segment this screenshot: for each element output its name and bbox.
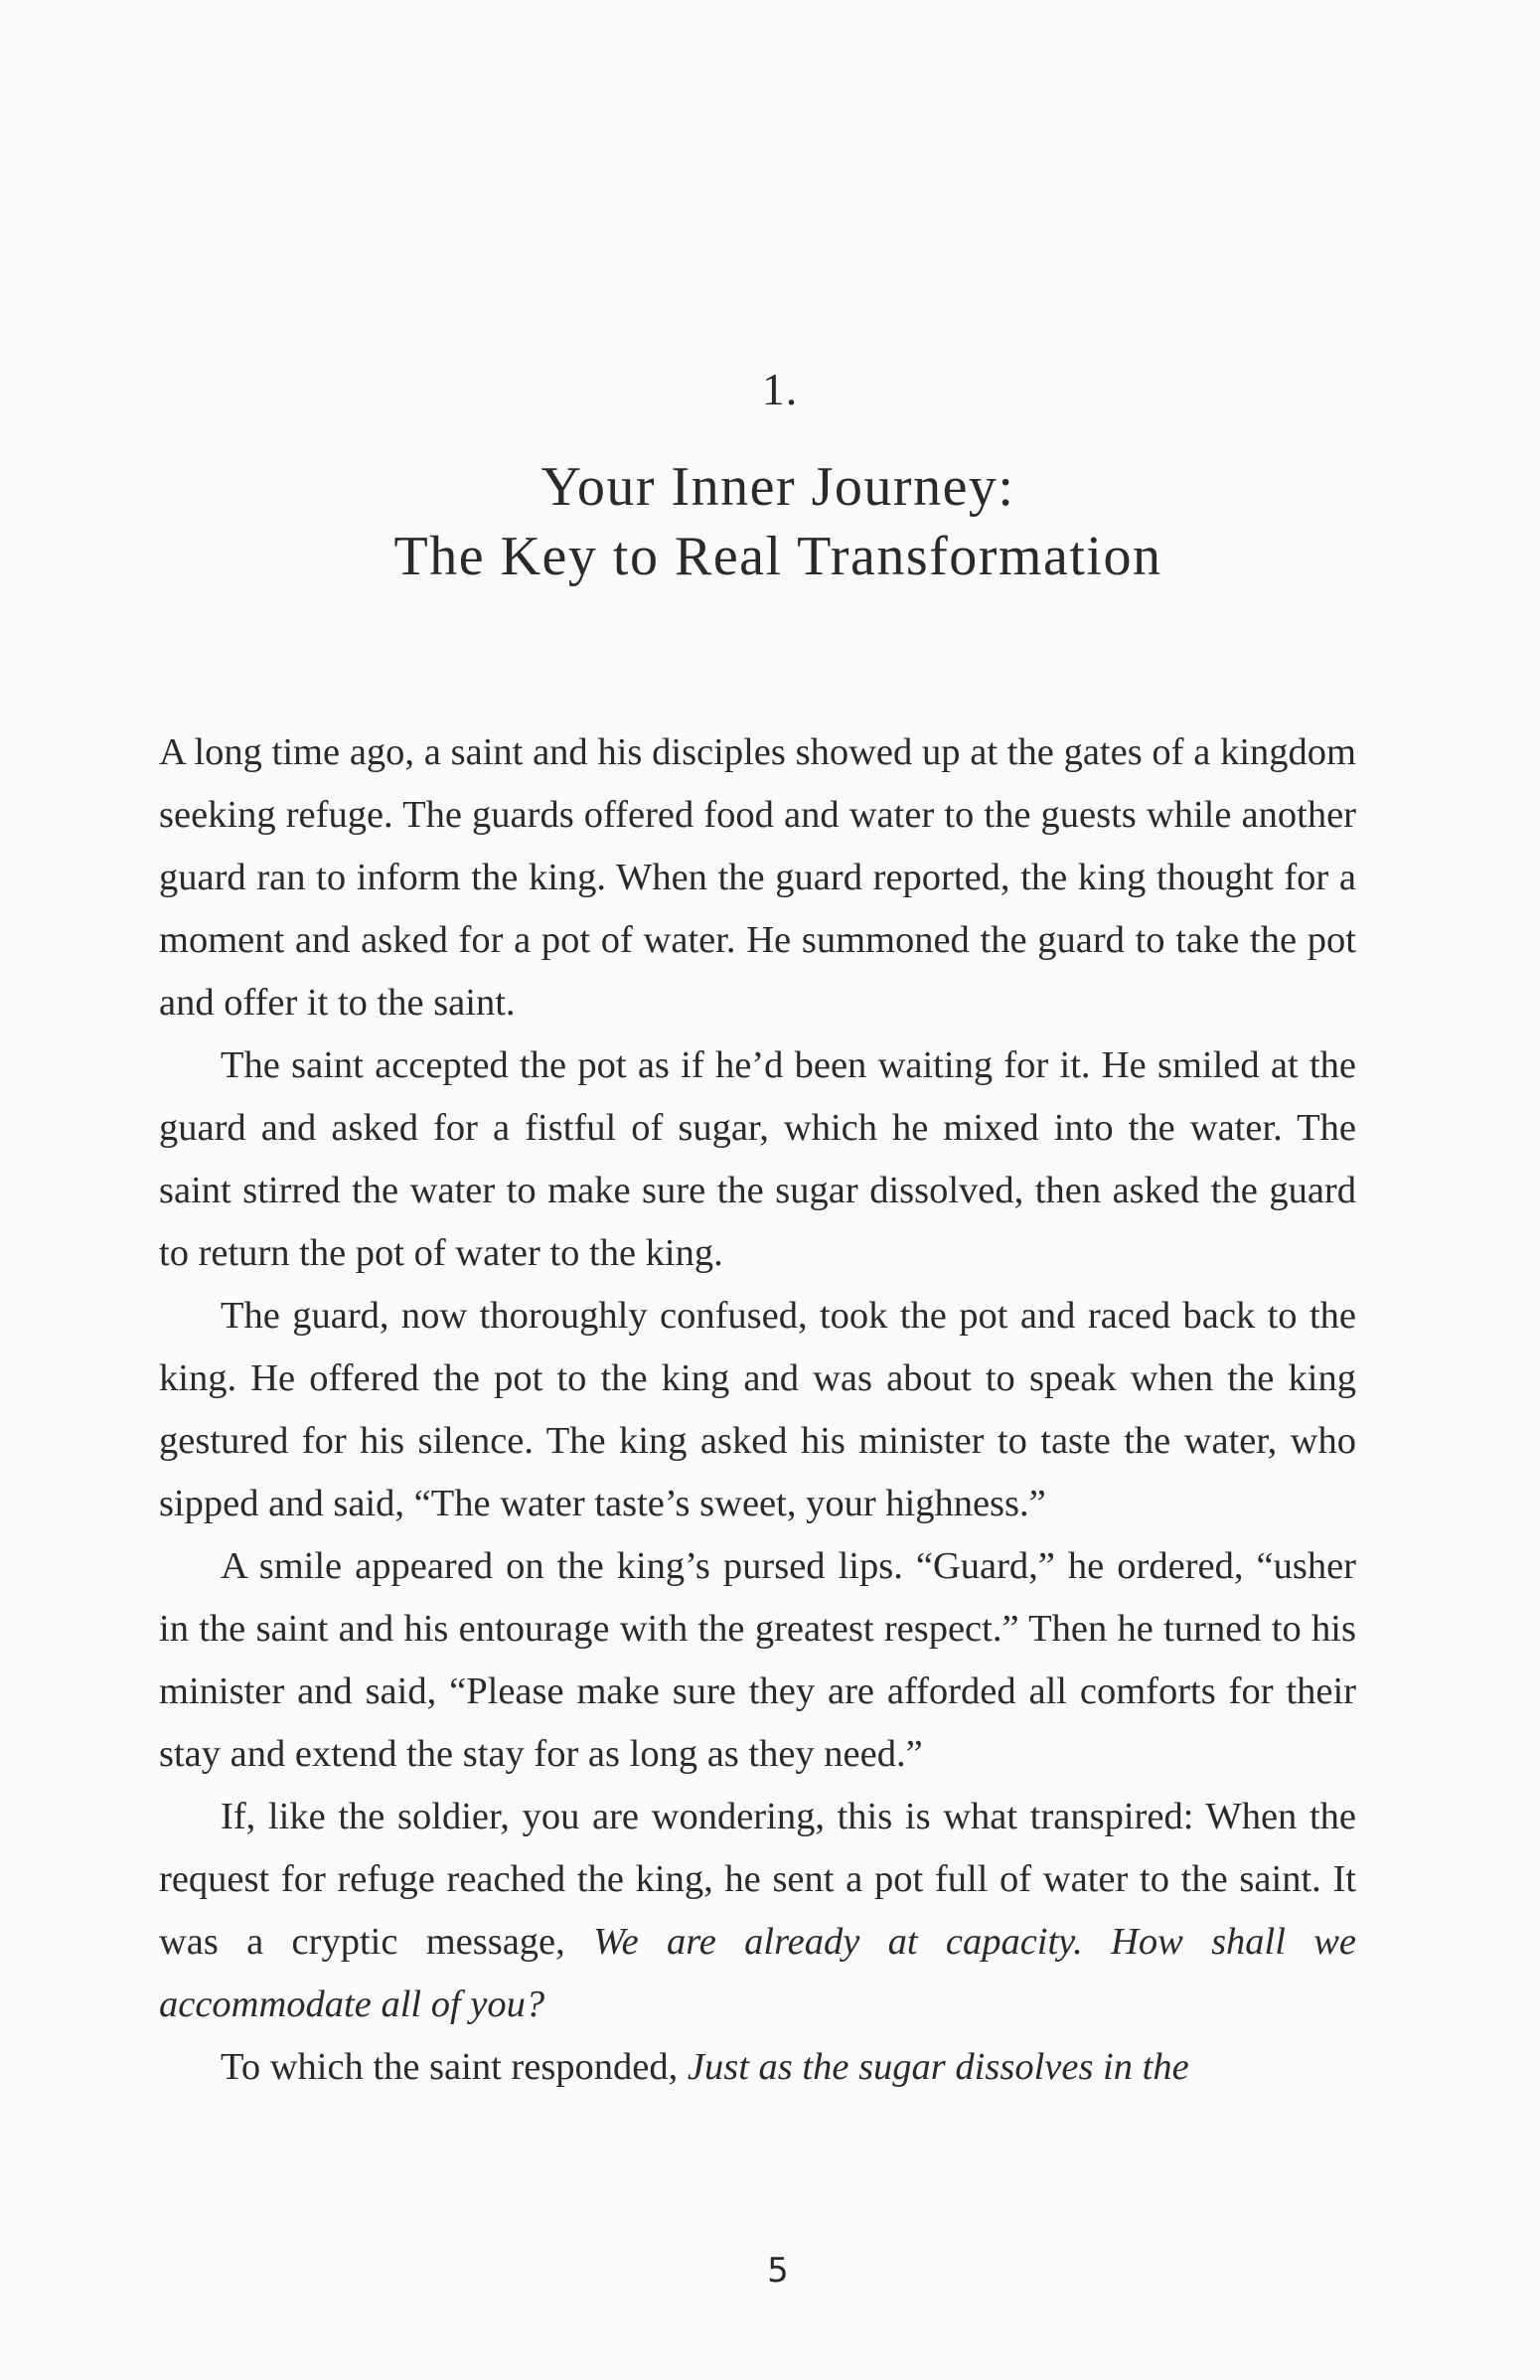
paragraph: A long time ago, a saint and his disciples showed up at the gates of a kingdom seeking refuge. The guards offered food and water to the guests while another guard ran to inform the king. When the guard reported, the king thought for a moment and asked for a pot of water. He summoned the guard to take the pot and offer it to the saint. <box>159 731 1356 1024</box>
paragraph-text: If, like the soldier, you are wondering, this is what transpired: When the request for refuge reached the king, he sent a pot full of water to the saint. It was a cryptic message, <box>159 1796 1356 1963</box>
chapter-title-line-2: The Key to Real Transformation <box>393 526 1162 587</box>
paragraph: The guard, now thoroughly confused, took the pot and raced back to the king. He offered the pot to the king and was about to speak when the king gestured for his silence. The king asked his minister to taste the water, who sipped and said, “The water taste’s sweet, your highness.” <box>159 1295 1356 1524</box>
chapter-body <box>159 721 1356 2099</box>
paragraph-italic-text: Just as the sugar dissolves in the <box>687 2046 1189 2088</box>
page-number: 5 <box>767 2251 789 2291</box>
chapter-title <box>8 452 1540 591</box>
paragraph-text: To which the saint responded, <box>221 2046 688 2088</box>
paragraph: The saint accepted the pot as if he’d been waiting for it. He smiled at the guard and asked for a fistful of sugar, which he mixed into the water. The saint stirred the water to make sure the sugar dissolved, then asked the guard to return the pot of water to the king. <box>159 1044 1356 1274</box>
chapter-number: 1. <box>761 364 799 414</box>
paragraph <box>159 2036 1356 2099</box>
paragraph <box>159 1786 1356 2036</box>
paragraph-italic-text: We are already at capacity. How shall we accommodate all of you? <box>159 1921 1356 2025</box>
chapter-title-line-1: Your Inner Journey: <box>540 456 1015 518</box>
paragraph: A smile appeared on the king’s pursed lips. “Guard,” he ordered, “usher in the saint and his entourage with the greatest respect.” Then he turned to his minister and said, “Please make sure they are afforded all comforts for their stay and extend the stay for as long as they need.” <box>159 1545 1356 1775</box>
